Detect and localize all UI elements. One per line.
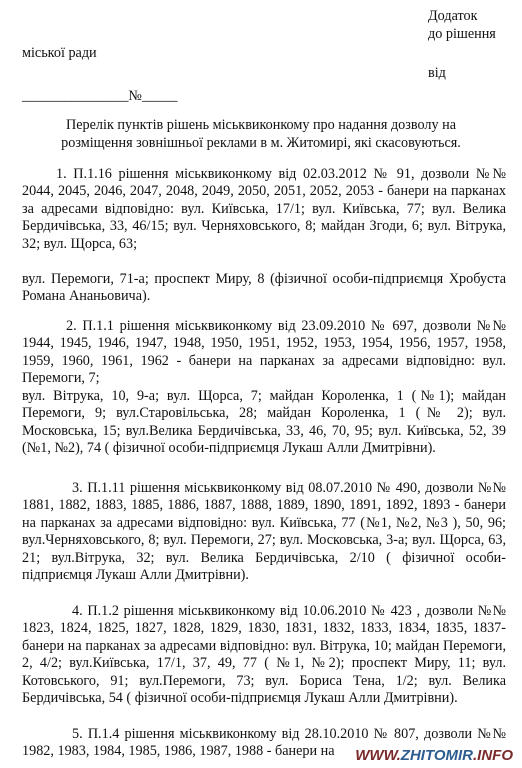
- document-title-line-1: Перелік пунктів рішень міськвиконкому про надання дозволу на: [65, 117, 456, 133]
- item-3-paragraph: 3. П.1.11 рішення міськвиконкому від 08.07.2010 № 490, дозволи №№ 1881, 1882, 1883, 1885, 1886, 1887, 1888, 1889, 1890, 1891, 1892, 1893 - банери на парканах за адресами відповідно: вул. Київська, 77 (№1, №2, №3 ), 50, 96; вул.Черняховського, 8; вул. Перемоги, 27; вул. Московська, 3-а; вул. Щорса, 63, 21; вул.Вітрука, 32; вул. Велика Бердичівська, 2/10 ( фізичної особи-підприємця Лукаш Алли Дмитрівни).: [22, 480, 506, 584]
- watermark-domain: ZHITOMIR: [400, 746, 473, 764]
- annex-label: Додаток: [428, 8, 478, 24]
- site-watermark: [352, 747, 516, 764]
- decision-number-line: _______________№_____: [22, 88, 178, 104]
- item-5-paragraph: 5. П.1.4 рішення міськвиконкому від 28.10.2010 № 807, дозволи №№ 1982, 1983, 1984, 1985, 1986, 1987, 1988 - банери на: [22, 726, 506, 760]
- item-2-paragraph: 2. П.1.1 рішення міськвиконкому від 23.09.2010 № 697, дозволи №№ 1944, 1945, 1946, 1947, 1948, 1950, 1951, 1952, 1953, 1954, 1956, 1957, 1958, 1959, 1960, 1961, 1962 - банери на парканах за адресами відповідно: вул. Перемоги, 7;: [22, 318, 506, 387]
- watermark-suffix: .INFO: [473, 746, 513, 764]
- watermark-prefix: WWW.: [355, 746, 401, 764]
- document-title-line-2: розміщення зовнішньої реклами в м. Житомирі, які скасовуються.: [61, 135, 461, 151]
- item-1-continuation: вул. Перемоги, 71-а; проспект Миру, 8 (фізичної особи-підприємця Хробуста Романа Ананьовича).: [22, 271, 506, 305]
- city-council-label: міської ради: [22, 45, 97, 61]
- decision-label: до рішення: [428, 26, 496, 42]
- item-2-continuation: вул. Вітрука, 10, 9-а; вул. Щорса, 7; майдан Короленка, 1 (№1); майдан Перемоги, 9; вул.Старовільська, 28; майдан Короленка, 1 (№ 2); вул. Московська, 15; вул.Велика Бердичівська, 33, 46, 70, 95; вул. Київська, 52, 39 (№1, №2), 74 ( фізичної особи-підприємця Лукаш Алли Дмитрівни).: [22, 388, 506, 457]
- item-1-paragraph: 1. П.1.16 рішення міськвиконкому від 02.03.2012 № 91, дозволи №№ 2044, 2045, 2046, 2047, 2048, 2049, 2050, 2051, 2052, 2053 - банери на парканах за адресами відповідно: вул. Київська, 17/1; вул. Київська, 77; вул. Велика Бердичівська, 33, 46/15; вул. Черняховського, 8; майдан Згоди, 6; вул. Вітрука, 32; вул. Щорса, 63;: [22, 166, 506, 252]
- item-4-paragraph: 4. П.1.2 рішення міськвиконкому від 10.06.2010 № 423 , дозволи №№ 1823, 1824, 1825, 1827, 1828, 1829, 1830, 1831, 1832, 1833, 1834, 1835, 1837- банери на парканах за адресами відповідно: вул. Вітрука, 10; майдан Перемоги, 2, 4/2; вул.Київська, 17/1, 37, 49, 77 ( №1, №2); проспект Миру, 11; вул. Котовського, 91; вул.Перемоги, 73; вул. Бориса Тена, 1/2; вул. Велика Бердичівська, 54 ( фізичної особи-підприємця Лукаш Алли Дмитрівни).: [22, 603, 506, 707]
- date-label: від: [428, 65, 446, 81]
